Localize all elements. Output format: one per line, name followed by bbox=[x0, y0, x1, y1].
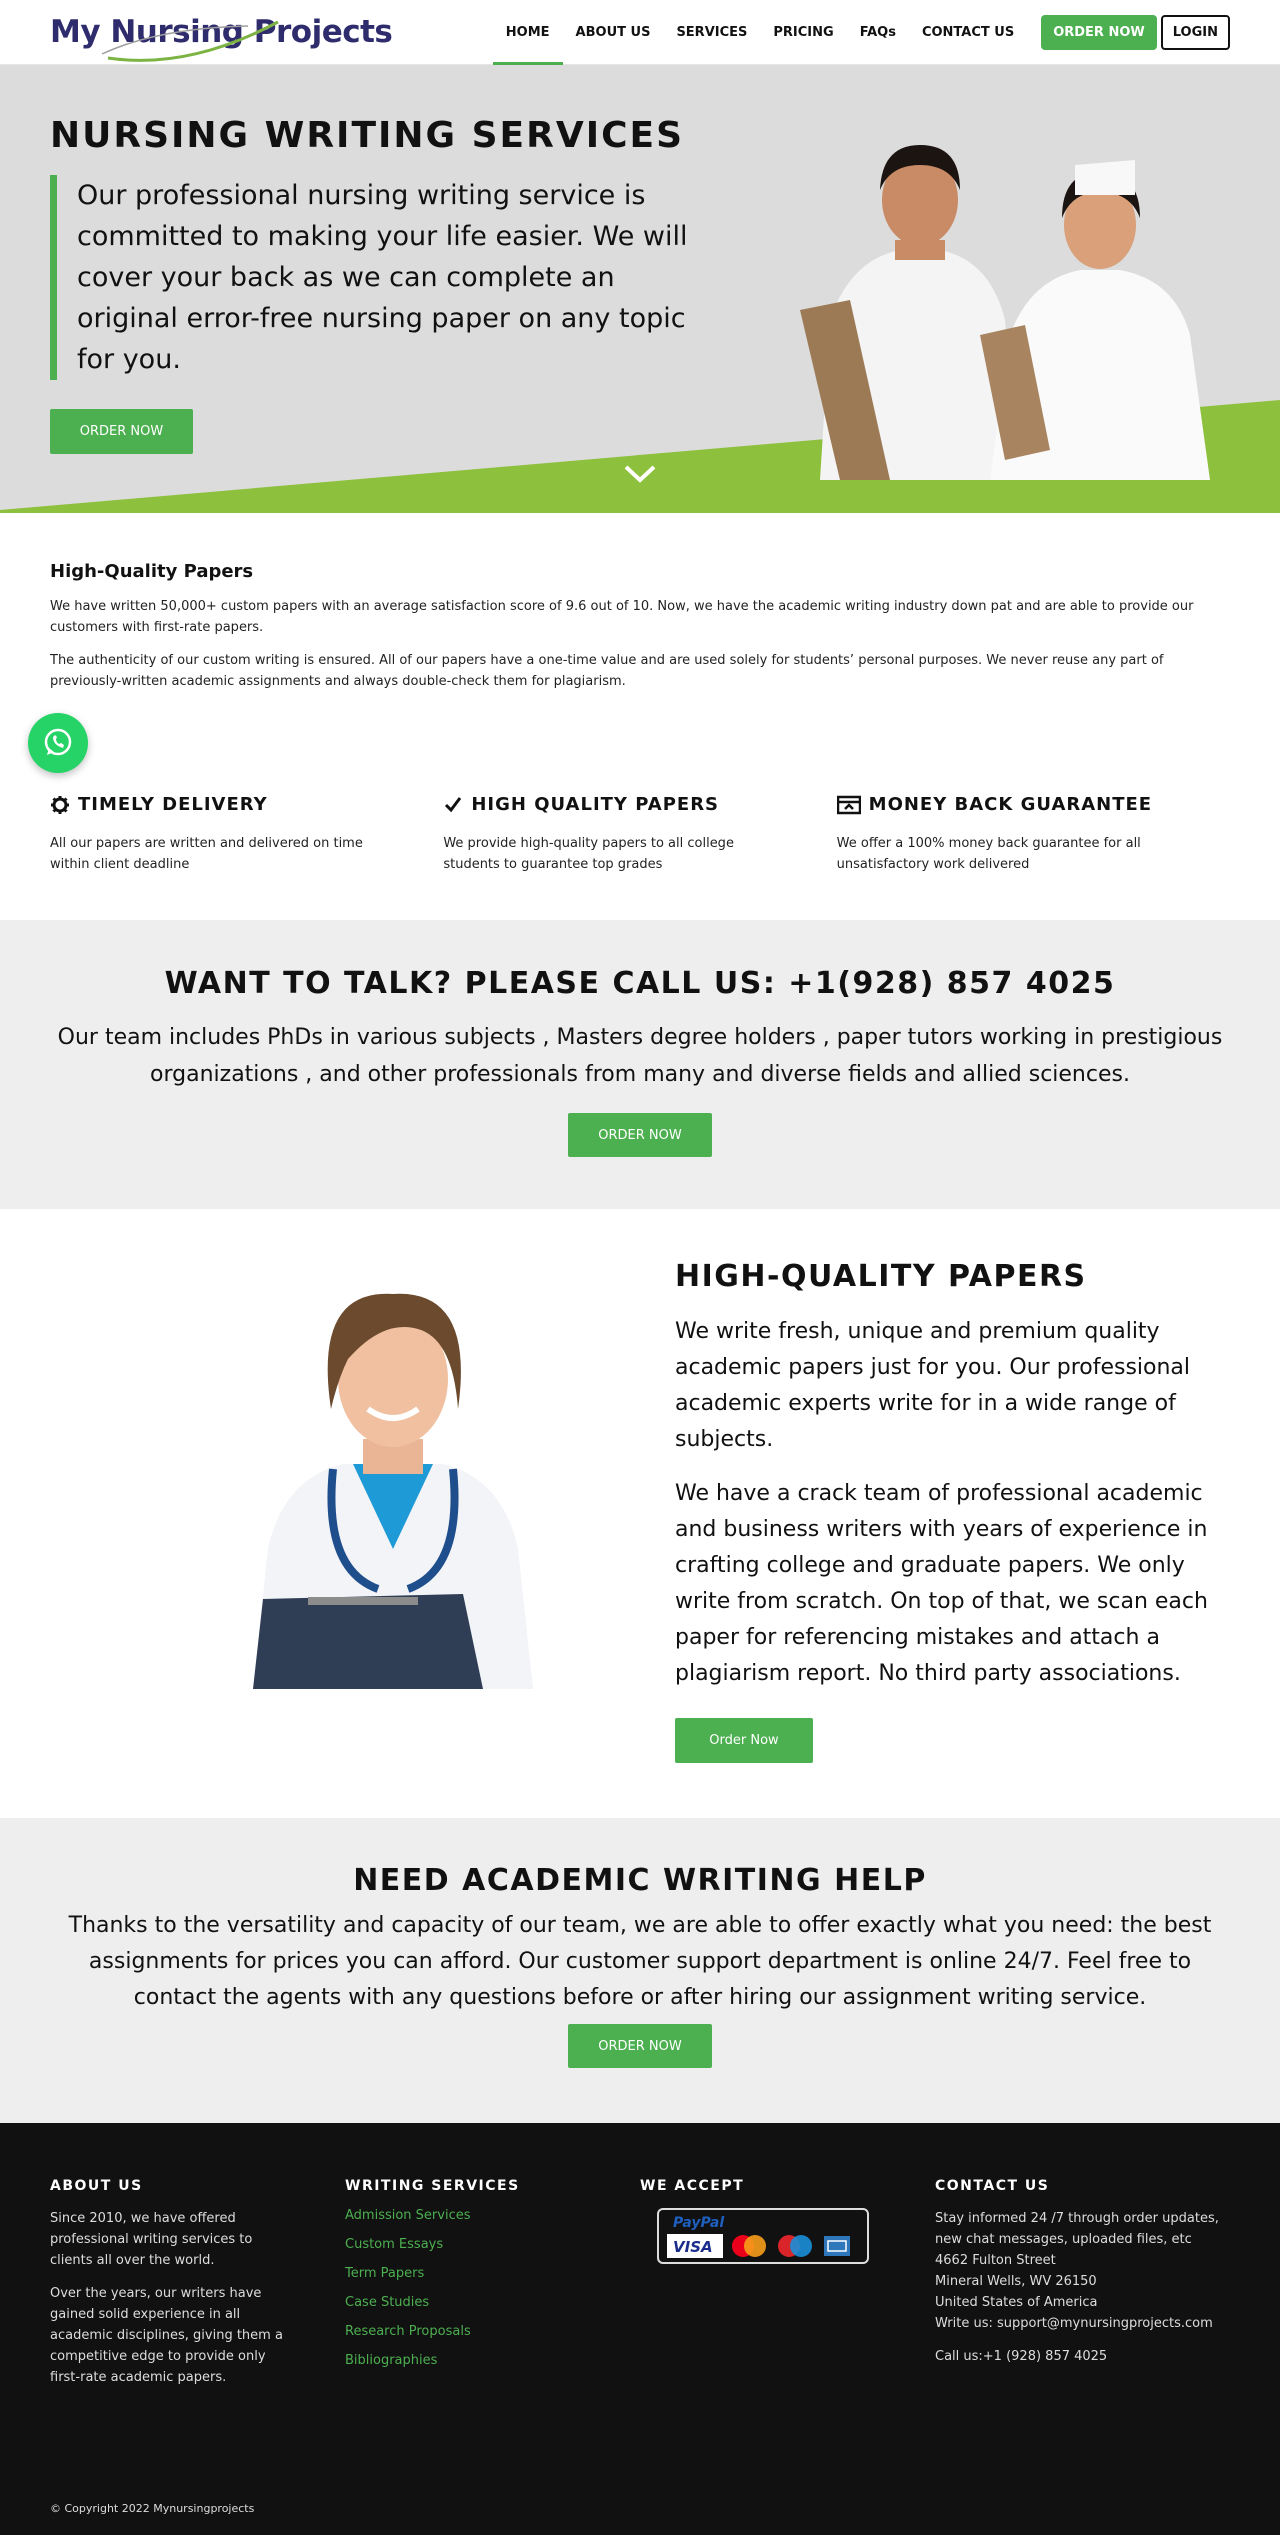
footer-about-p2: Over the years, our writers have gained solid experience in all academic disciplines, giving them a competitive edge to provide only first-rate academic papers. bbox=[50, 2286, 283, 2385]
site-footer bbox=[0, 2123, 1280, 2535]
contact-email[interactable]: Write us: support@mynursingprojects.com bbox=[935, 2316, 1213, 2331]
paypal-label: PayPal bbox=[673, 2215, 725, 2231]
quality-paragraph-2: We have a crack team of professional academic and business writers with years of experience in crafting college and graduate papers. We only write from scratch. On top of that, we scan each paper for referencing mistakes and attach a plagiarism report. No third party associations. bbox=[675, 1481, 1208, 1686]
money-back-icon bbox=[837, 795, 861, 815]
footer-link-research-proposals[interactable]: Research Proposals bbox=[345, 2324, 471, 2339]
header-order-now-button[interactable]: ORDER NOW bbox=[1041, 15, 1157, 50]
intro-section bbox=[0, 513, 1280, 692]
call-order-now-button[interactable]: ORDER NOW bbox=[568, 1113, 712, 1157]
quality-image-wrap bbox=[0, 1249, 675, 1763]
features-section bbox=[0, 704, 1280, 920]
footer-accept-title: WE ACCEPT bbox=[640, 2178, 745, 2194]
footer-link-term-papers[interactable]: Term Papers bbox=[345, 2266, 425, 2281]
site-header bbox=[0, 0, 1280, 65]
whatsapp-button[interactable] bbox=[28, 713, 88, 773]
contact-line: 4662 Fulton Street bbox=[935, 2253, 1056, 2268]
feature-title: HIGH QUALITY PAPERS bbox=[471, 794, 720, 815]
main-nav bbox=[493, 0, 1230, 65]
chevron-down-icon[interactable] bbox=[622, 463, 658, 485]
feature-heading bbox=[837, 794, 1230, 815]
footer-link-admission-services[interactable]: Admission Services bbox=[345, 2208, 471, 2223]
help-title: NEED ACADEMIC WRITING HELP bbox=[353, 1863, 927, 1898]
feature-high-quality-papers bbox=[443, 794, 836, 875]
payment-cards-icon bbox=[659, 2210, 867, 2262]
footer-contact-title: CONTACT US bbox=[935, 2178, 1050, 2194]
quality-paragraph-1: We write fresh, unique and premium quality academic papers just for you. Our professional academic experts write for in a wide range of subjects. bbox=[675, 1319, 1191, 1452]
nurse-with-clipboard-image bbox=[213, 1249, 573, 1689]
help-section bbox=[0, 1818, 1280, 2123]
payment-methods-badge bbox=[657, 2208, 869, 2264]
whatsapp-icon bbox=[41, 726, 75, 760]
nav-services[interactable]: SERVICES bbox=[676, 24, 748, 40]
footer-contact bbox=[935, 2178, 1230, 2400]
copyright: © Copyright 2022 Mynursingprojects bbox=[50, 2502, 255, 2515]
footer-about bbox=[50, 2178, 345, 2400]
nav-about-us[interactable]: ABOUT US bbox=[575, 24, 651, 40]
nav-home[interactable]: HOME bbox=[493, 0, 563, 65]
help-text: Thanks to the versatility and capacity of our team, we are able to offer exactly what you need: the best assignments for prices you can afford. Our customer support department is online 24/7. Feel free to contact the agents with any questions before or after hiring our assignment writing service. bbox=[68, 1913, 1212, 2010]
intro-paragraph-1: We have written 50,000+ custom papers with an average satisfaction score of 9.6 out of 10. Now, we have the academic writing industry down pat and are able to provide our customers with first-rate papers. bbox=[50, 599, 1194, 635]
hero-order-now-button[interactable]: ORDER NOW bbox=[50, 409, 193, 454]
footer-accept bbox=[640, 2178, 935, 2400]
hero-section bbox=[0, 65, 1280, 513]
nav-contact-us[interactable]: CONTACT US bbox=[921, 24, 1015, 40]
feature-title: TIMELY DELIVERY bbox=[78, 794, 268, 815]
feature-timely-delivery bbox=[50, 794, 443, 875]
contact-line: United States of America bbox=[935, 2295, 1098, 2310]
contact-phone[interactable]: Call us:+1 (928) 857 4025 bbox=[935, 2349, 1108, 2364]
quality-section bbox=[0, 1209, 1280, 1818]
footer-services bbox=[345, 2178, 640, 2400]
feature-money-back-guarantee bbox=[837, 794, 1230, 875]
nav-faqs[interactable]: FAQs bbox=[859, 24, 896, 40]
feature-text: We offer a 100% money back guarantee for all unsatisfactory work delivered bbox=[836, 836, 1141, 872]
hero-title: NURSING WRITING SERVICES bbox=[50, 115, 685, 156]
site-logo[interactable] bbox=[50, 2, 392, 62]
nav-pricing[interactable]: PRICING bbox=[773, 24, 834, 40]
logo-text: My Nursing Projects bbox=[50, 14, 393, 50]
quality-text bbox=[675, 1249, 1230, 1763]
login-button[interactable]: LOGIN bbox=[1161, 15, 1230, 50]
hero-quote: Our professional nursing writing service is committed to making your life easier. We will cover your back as we can complete an original error-free nursing paper on any topic for you. bbox=[50, 175, 700, 380]
contact-line: Stay informed 24 /7 through order updates, new chat messages, uploaded files, etc bbox=[935, 2211, 1219, 2247]
help-order-now-button[interactable]: ORDER NOW bbox=[568, 2024, 712, 2068]
feature-heading bbox=[443, 794, 836, 815]
quality-title: HIGH-QUALITY PAPERS bbox=[675, 1259, 1087, 1294]
feature-heading bbox=[50, 794, 443, 815]
intro-title: High-Quality Papers bbox=[50, 561, 254, 582]
feature-title: MONEY BACK GUARANTEE bbox=[868, 794, 1153, 815]
feature-text: All our papers are written and delivered on time within client deadline bbox=[50, 836, 363, 872]
footer-about-p1: Since 2010, we have offered professional writing services to clients all over the world. bbox=[50, 2211, 253, 2268]
call-text: Our team includes PhDs in various subjects , Masters degree holders , paper tutors working in prestigious organizations , and other professionals from many and diverse fields and allied sciences. bbox=[57, 1025, 1223, 1087]
footer-about-title: ABOUT US bbox=[50, 2178, 143, 2194]
footer-link-custom-essays[interactable]: Custom Essays bbox=[345, 2237, 444, 2252]
feature-text: We provide high-quality papers to all college students to guarantee top grades bbox=[443, 836, 734, 872]
nurses-image bbox=[790, 120, 1240, 480]
call-section bbox=[0, 920, 1280, 1209]
check-icon bbox=[443, 795, 463, 815]
logo-swoosh bbox=[98, 8, 298, 66]
footer-link-bibliographies[interactable]: Bibliographies bbox=[345, 2353, 438, 2368]
footer-link-case-studies[interactable]: Case Studies bbox=[345, 2295, 430, 2310]
intro-paragraph-2: The authenticity of our custom writing is ensured. All of our papers have a one-time value and are used solely for students’ personal purposes. We never reuse any part of previously-written academic assignments and always double-check them for plagiarism. bbox=[50, 653, 1164, 689]
footer-services-title: WRITING SERVICES bbox=[345, 2178, 520, 2194]
gear-icon bbox=[50, 795, 70, 815]
contact-line: Mineral Wells, WV 26150 bbox=[935, 2274, 1097, 2289]
quality-order-now-button[interactable]: Order Now bbox=[675, 1718, 813, 1763]
visa-label: VISA bbox=[673, 2238, 713, 2256]
call-title: WANT TO TALK? PLEASE CALL US: +1(928) 857 4025 bbox=[164, 966, 1116, 1001]
